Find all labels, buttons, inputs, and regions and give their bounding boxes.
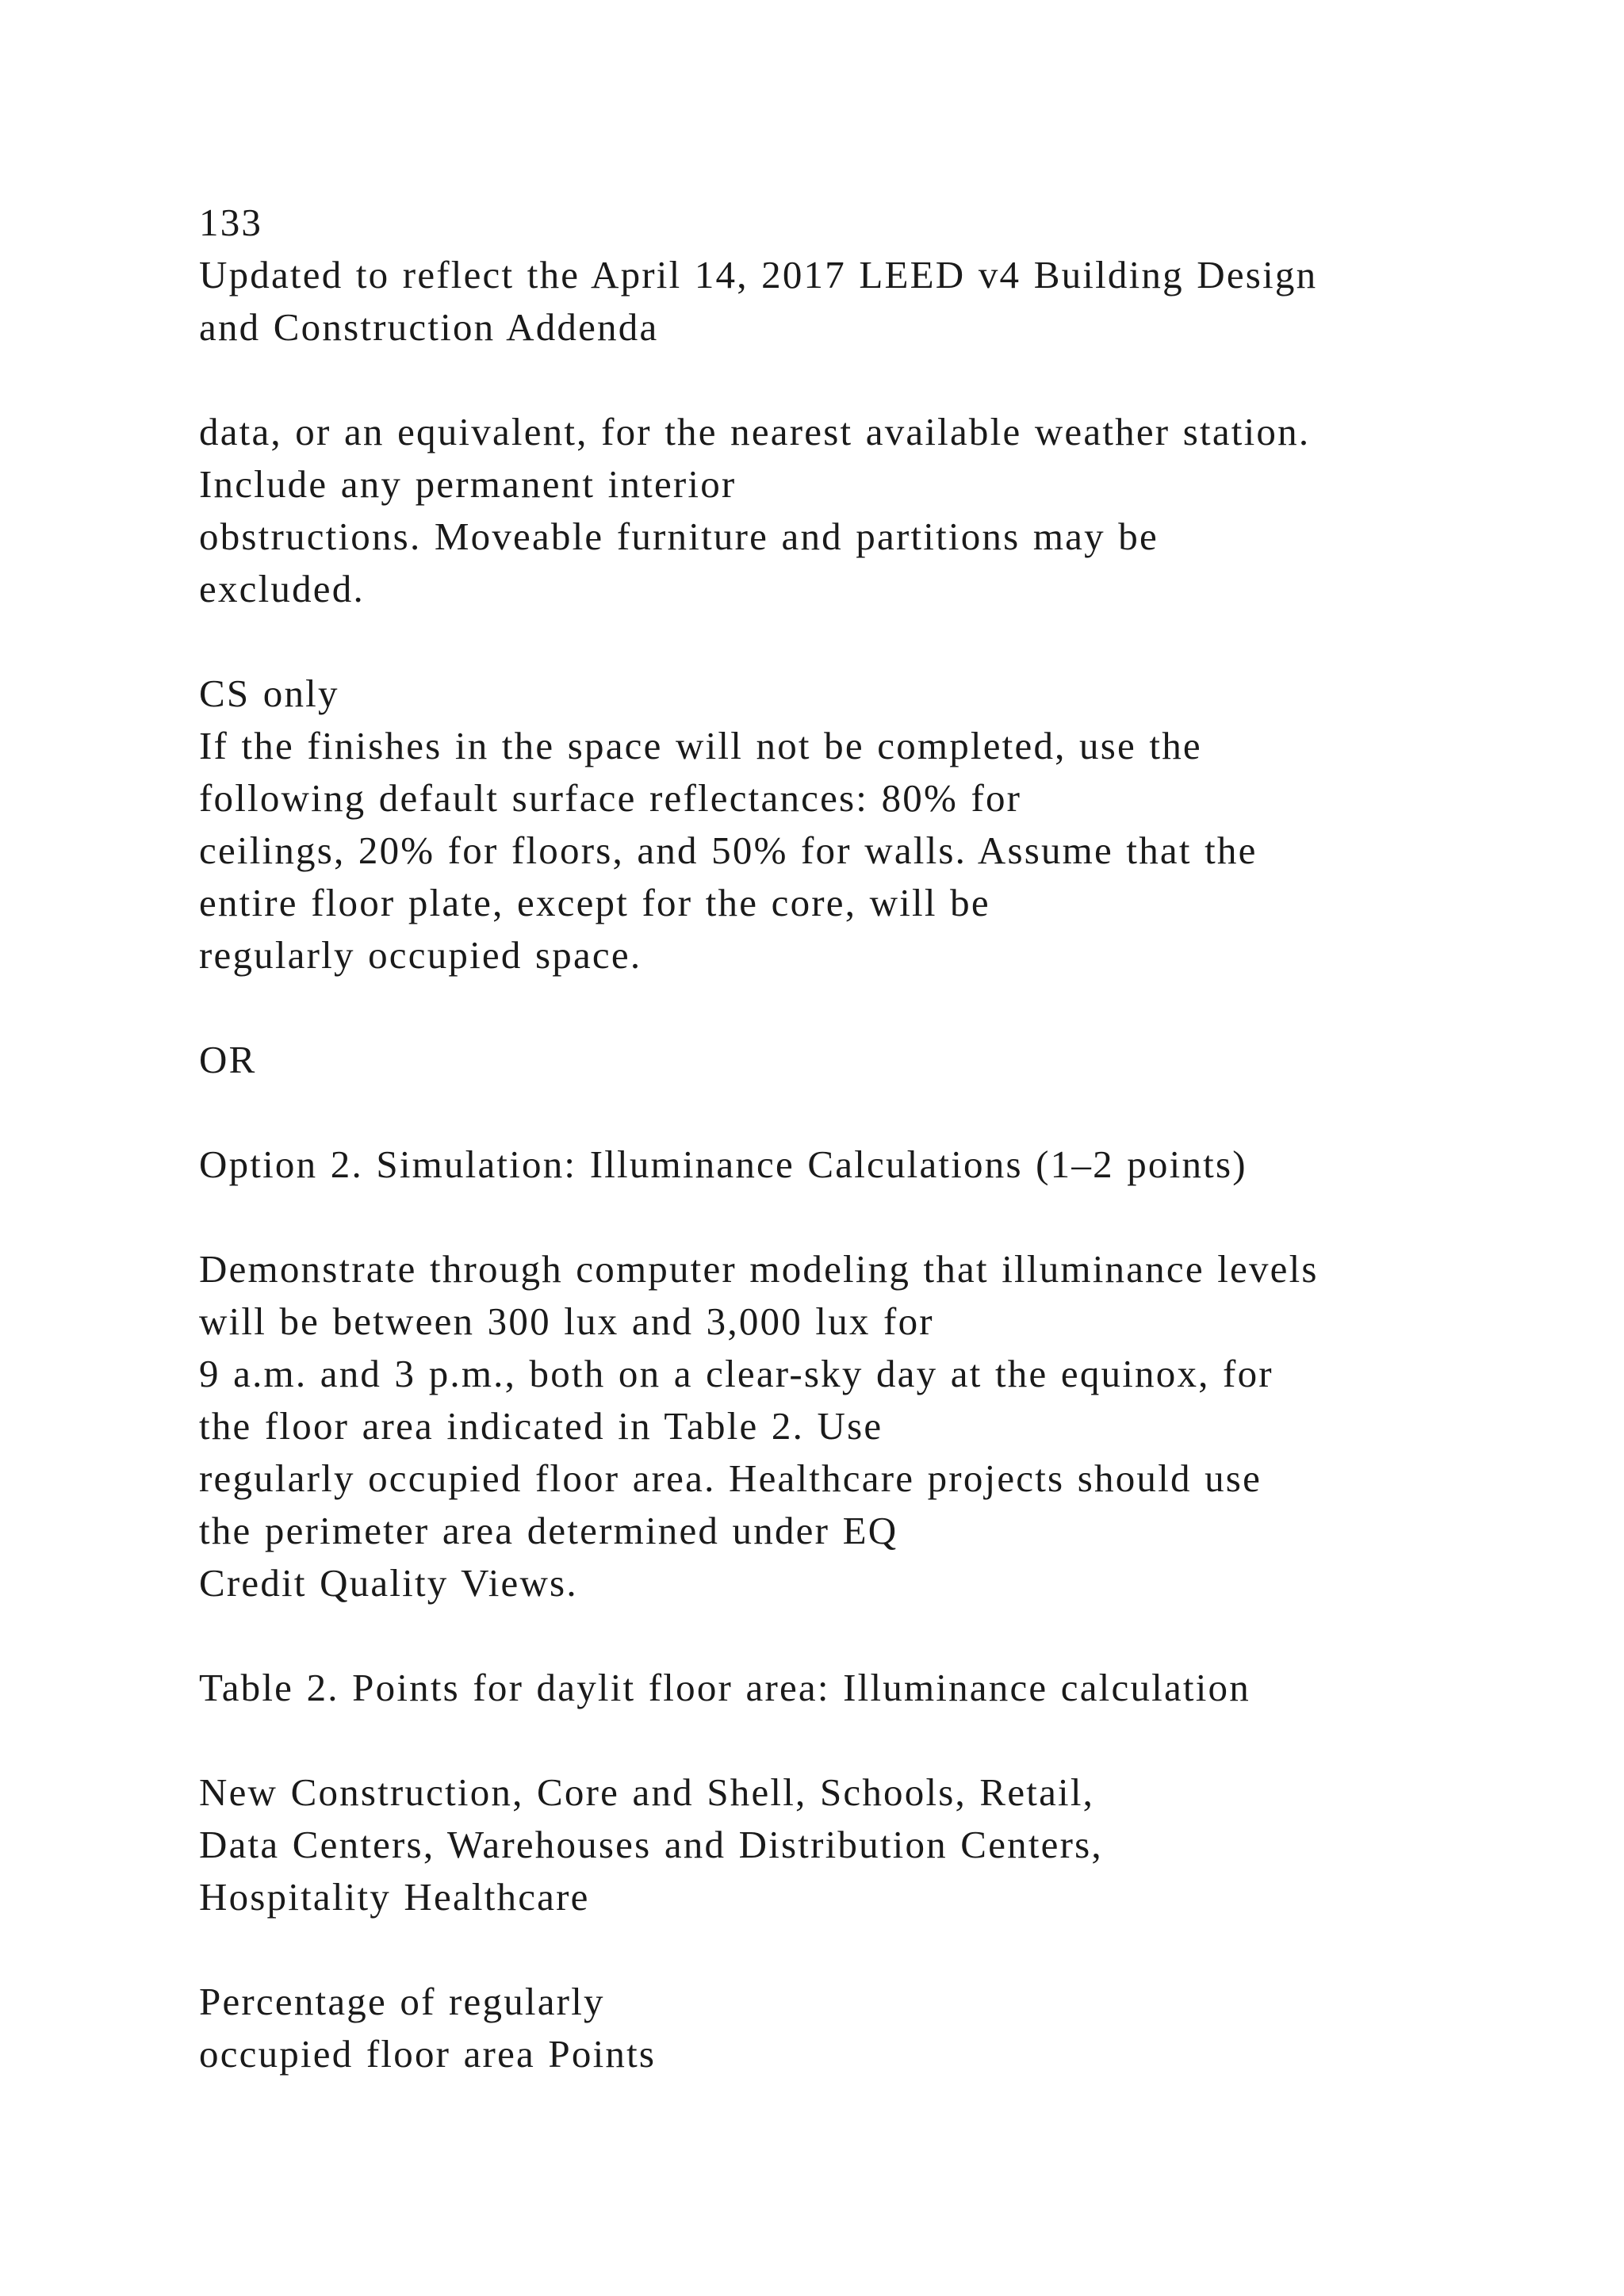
paragraph-line: Demonstrate through computer modeling that illuminance levels <box>199 1247 1319 1291</box>
paragraph-line: entire floor plate, except for the core, will be <box>199 881 990 924</box>
column-header-line: occupied floor area Points <box>199 2032 657 2076</box>
page-header <box>199 197 1547 354</box>
paragraph-line: excluded. <box>199 567 365 610</box>
project-types-line: Hospitality Healthcare <box>199 1875 590 1919</box>
paragraph-line: data, or an equivalent, for the nearest available weather station. <box>199 410 1311 453</box>
spacer <box>199 1714 1547 1766</box>
spacer <box>199 1086 1547 1138</box>
page-number: 133 <box>199 201 263 244</box>
project-types-line: Data Centers, Warehouses and Distribution Centers, <box>199 1823 1103 1866</box>
table2-column-header <box>199 1976 1547 2080</box>
spacer <box>199 1191 1547 1243</box>
update-note-line: Updated to reflect the April 14, 2017 LEED v4 Building Design <box>199 253 1318 297</box>
paragraph-line: Include any permanent interior <box>199 462 737 506</box>
paragraph-line: will be between 300 lux and 3,000 lux for <box>199 1299 934 1343</box>
cs-only-heading: CS only <box>199 672 339 715</box>
spacer <box>199 354 1547 406</box>
spacer <box>199 1609 1547 1662</box>
paragraph-line: the floor area indicated in Table 2. Use <box>199 1404 883 1448</box>
paragraph-line: Credit Quality Views. <box>199 1561 578 1605</box>
project-types-line: New Construction, Core and Shell, Schools, Retail, <box>199 1770 1095 1814</box>
paragraph-line: the perimeter area determined under EQ <box>199 1509 898 1552</box>
document-page <box>199 197 1547 2080</box>
paragraph-line: regularly occupied floor area. Healthcare projects should use <box>199 1456 1262 1500</box>
option2-heading: Option 2. Simulation: Illuminance Calculations (1–2 points) <box>199 1142 1247 1186</box>
option2-paragraph <box>199 1243 1547 1609</box>
paragraph-line: 9 a.m. and 3 p.m., both on a clear-sky day at the equinox, for <box>199 1352 1274 1395</box>
paragraph-line: obstructions. Moveable furniture and partitions may be <box>199 515 1159 558</box>
column-header-line: Percentage of regularly <box>199 1980 605 2023</box>
paragraph-line: regularly occupied space. <box>199 933 642 977</box>
spacer <box>199 1923 1547 1976</box>
update-note-line: and Construction Addenda <box>199 305 659 349</box>
paragraph-line: following default surface reflectances: 80% for <box>199 776 1022 820</box>
cs-only-section <box>199 668 1547 982</box>
table2-project-types <box>199 1766 1547 1923</box>
spacer <box>199 982 1547 1034</box>
paragraph-line: If the finishes in the space will not be completed, use the <box>199 724 1202 767</box>
weather-paragraph <box>199 406 1547 615</box>
or-separator: OR <box>199 1038 257 1081</box>
table2-caption: Table 2. Points for daylit floor area: Illuminance calculation <box>199 1666 1251 1709</box>
paragraph-line: ceilings, 20% for floors, and 50% for walls. Assume that the <box>199 828 1258 872</box>
spacer <box>199 615 1547 668</box>
